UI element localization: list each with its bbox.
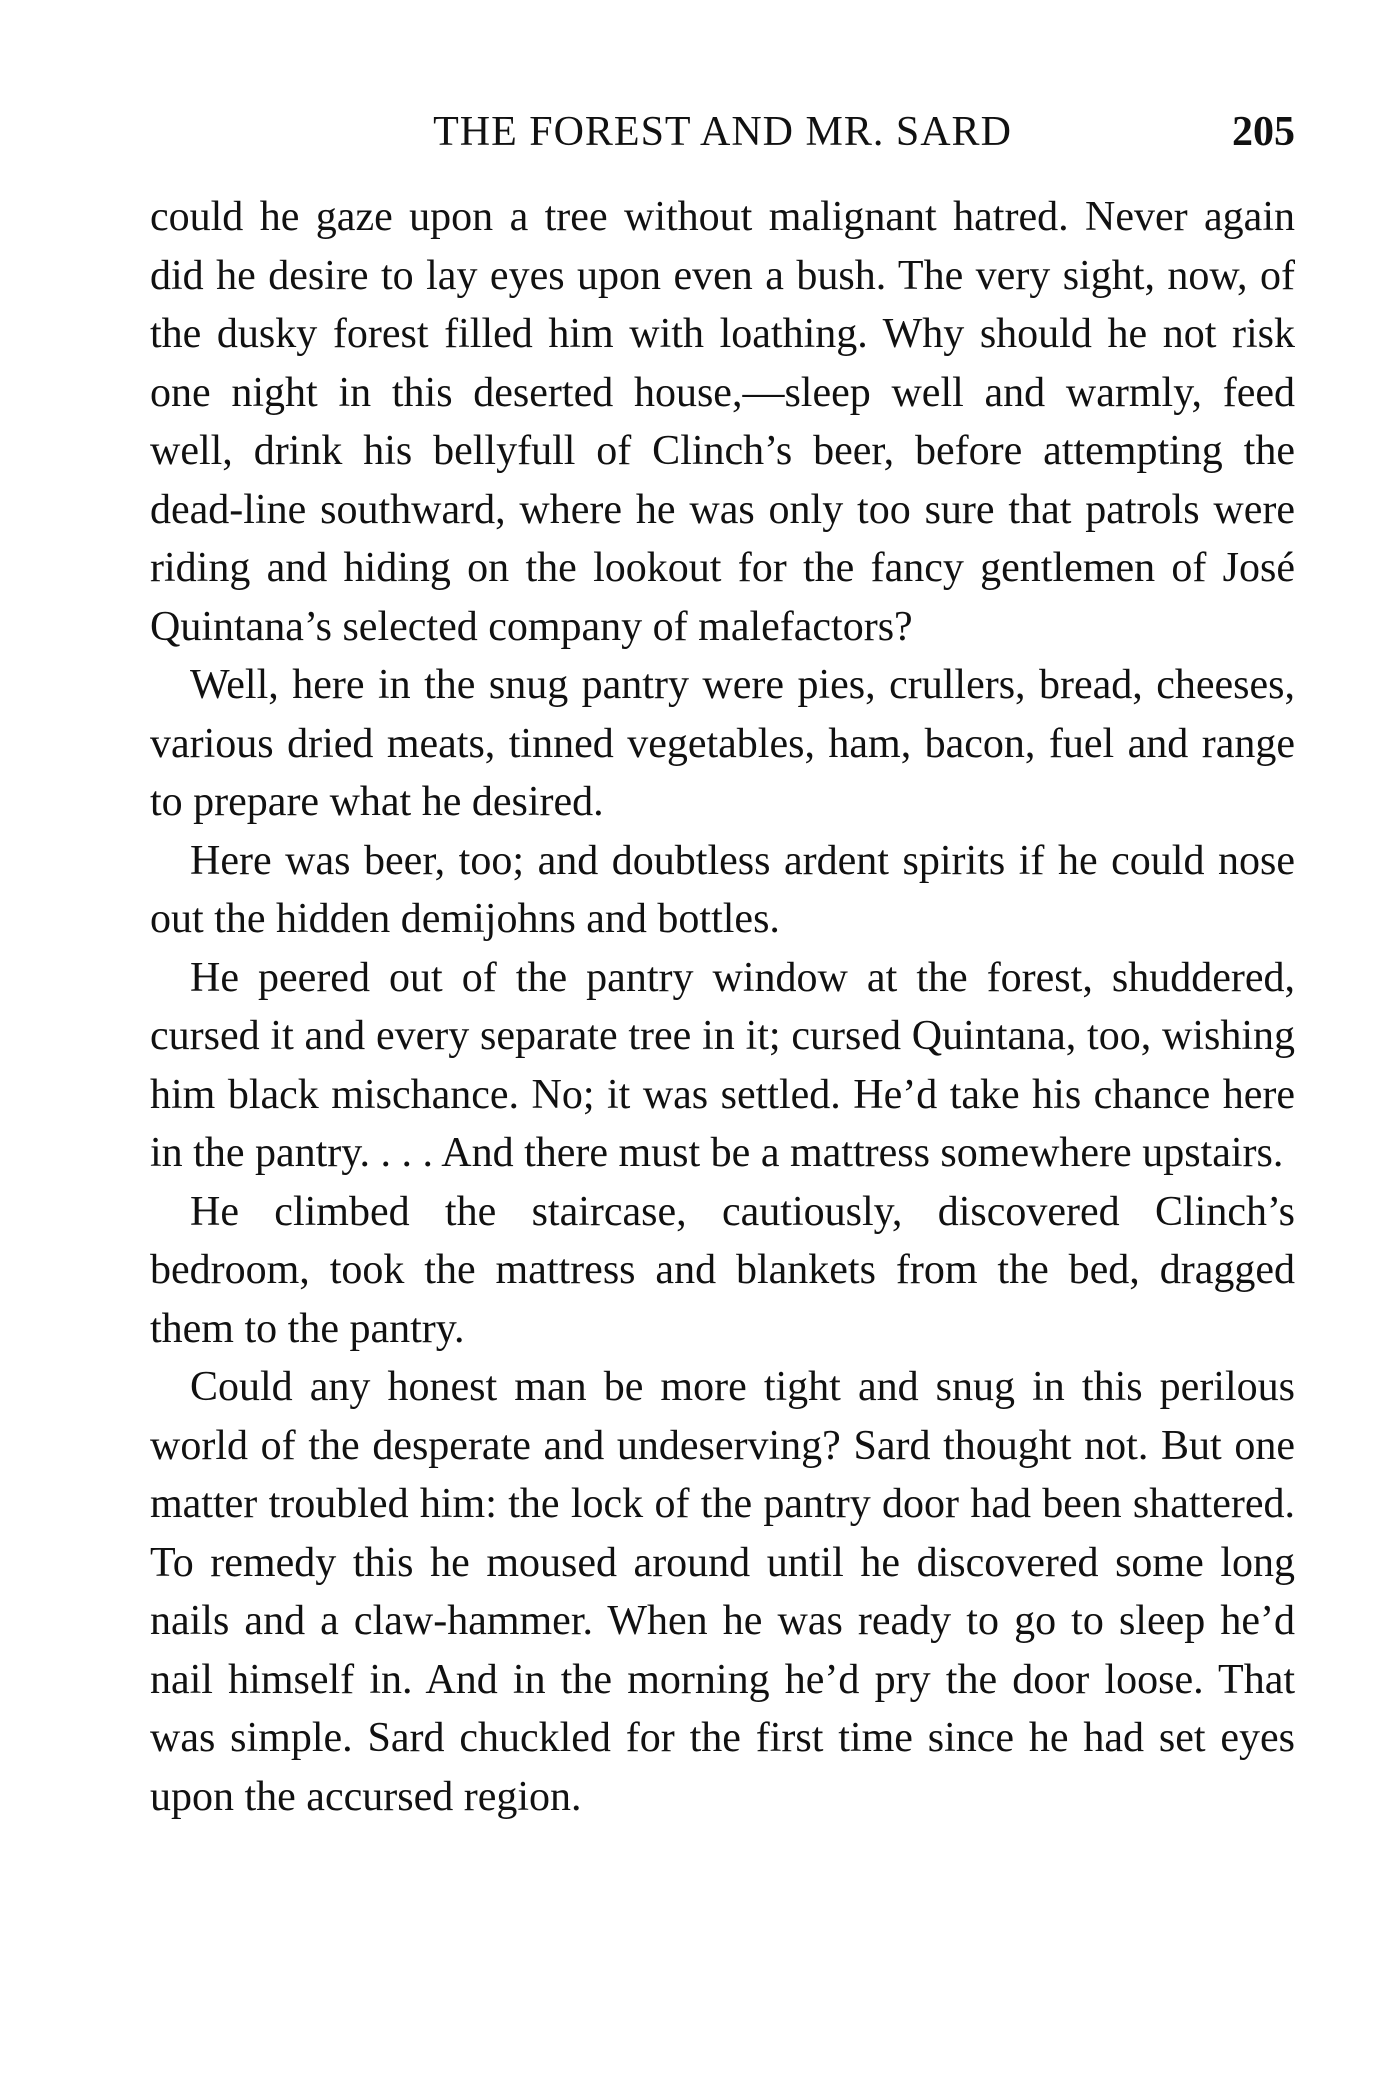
paragraph: Well, here in the snug pantry were pies, crullers, bread, cheeses, various dried meats, tinned vegetables, ham, bacon, fuel and range to prepare what he desired. xyxy=(150,662,1295,825)
paragraph: Could any honest man be more tight and snug in this perilous world of the desperate and undeserving? Sard thought not. But one matter troubled him: the lock of the pantry door had been shattered. To remedy this he moused around until he discovered some long nails and a claw-hammer. When he was ready to go to sleep he’d nail himself in. And in the morning he’d pry the door loose. That was simple. Sard chuckled for the first time since he had set eyes upon the accursed region. xyxy=(150,1364,1295,1820)
paragraph: He climbed the staircase, cautiously, discovered Clinch’s bedroom, took the mattress and blankets from the bed, dragged them to the pantry. xyxy=(150,1188,1295,1352)
paragraph-continued: could he gaze upon a tree without malignant hatred. Never again did he desire to lay eyes upon even a bush. The very sight, now, of the dusky forest filled him with loathing. Why should he not risk one night in this deserted house,—sleep well and warmly, feed well, drink his bellyfull of Clinch’s beer, before attempting the dead-line southward, where he was only too sure that patrols were riding and hiding on the lookout for the fancy gentlemen of José Quintana’s selected company of malefactors? xyxy=(150,194,1295,650)
paragraph: Here was beer, too; and doubtless ardent spirits if he could nose out the hidden demijohns and bottles. xyxy=(150,837,1295,942)
paragraph: He peered out of the pantry window at the forest, shuddered, cursed it and every separate tree in it; cursed Quintana, too, wishing him black mischance. No; it was settled. He’d take his chance here in the pantry. . . . And there must be a mattress somewhere upstairs. xyxy=(150,954,1295,1176)
page-number: 205 xyxy=(1232,109,1295,155)
body-text xyxy=(150,188,1295,1826)
running-head: THE FOREST AND MR. SARD xyxy=(433,109,1012,155)
page-header xyxy=(150,108,1295,168)
